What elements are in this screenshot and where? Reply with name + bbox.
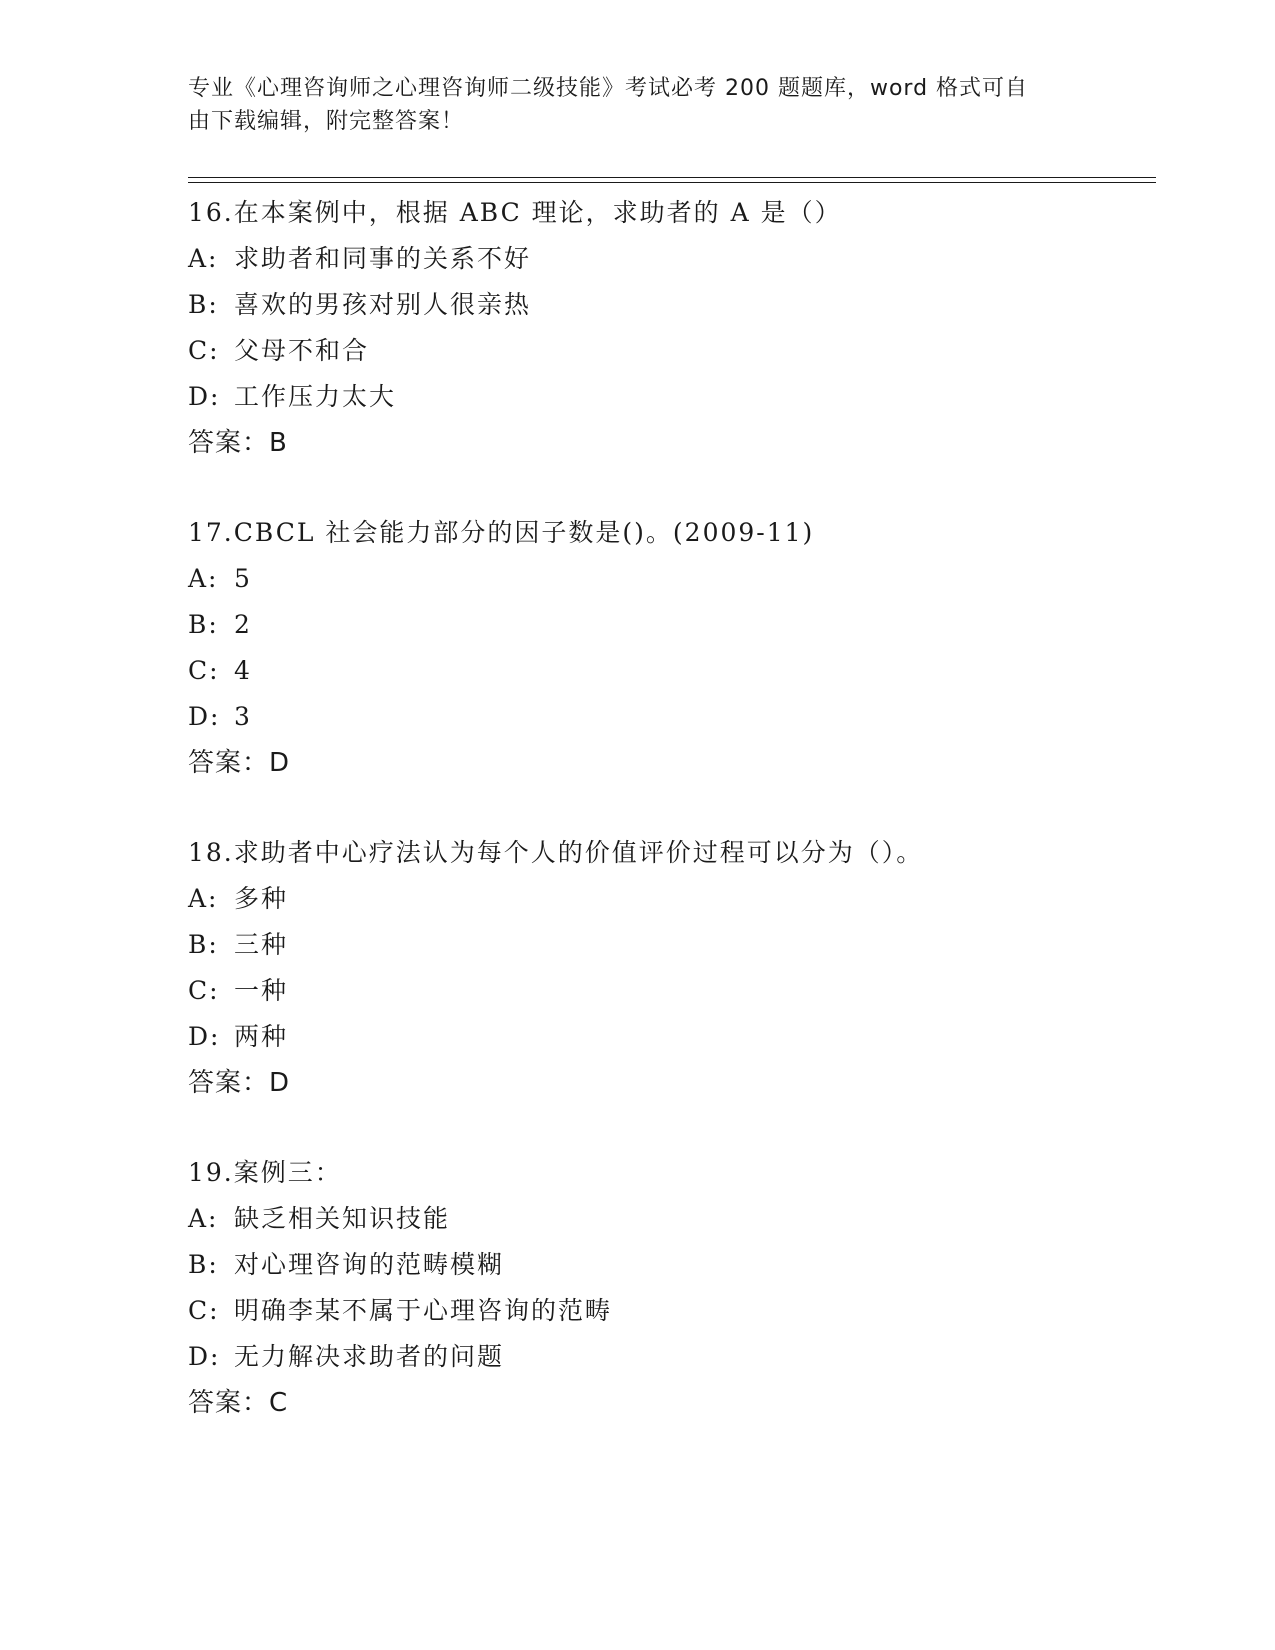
option-letter: A: (188, 884, 219, 913)
header-divider-bottom (188, 182, 1156, 183)
option-letter: C: (188, 336, 220, 365)
header-line-2: 由下载编辑，附完整答案！ (188, 109, 465, 134)
option-letter: A: (188, 564, 219, 593)
option-letter: B: (188, 1250, 219, 1279)
question-19 (188, 1150, 1156, 1426)
answer-line: 答案：D (188, 1068, 291, 1098)
answer-line: 答案：B (188, 428, 288, 458)
option-b (188, 1242, 1156, 1288)
option-c (188, 328, 1156, 374)
option-text: 三种 (234, 930, 289, 959)
option-text: 求助者和同事的关系不好 (234, 244, 532, 273)
header-line-1: 专业《心理咨询师之心理咨询师二级技能》考试必考 200 题题库，word 格式可自 (188, 76, 1029, 101)
option-a (188, 1196, 1156, 1242)
option-text: 5 (234, 564, 252, 593)
option-text: 缺乏相关知识技能 (234, 1204, 451, 1233)
option-text: 对心理咨询的范畴模糊 (234, 1250, 505, 1279)
option-text: 一种 (234, 976, 289, 1005)
option-text: 父母不和合 (234, 336, 370, 365)
option-letter: C: (188, 1296, 220, 1325)
answer-line: 答案：C (188, 1388, 289, 1418)
option-text: 明确李某不属于心理咨询的范畴 (234, 1296, 613, 1325)
option-b (188, 602, 1156, 648)
option-a (188, 876, 1156, 922)
option-d (188, 1014, 1156, 1060)
option-letter: D: (188, 1342, 221, 1371)
question-stem: 16.在本案例中，根据 ABC 理论，求助者的 A 是（） (188, 198, 842, 227)
option-letter: D: (188, 702, 221, 731)
question-stem: 18.求助者中心疗法认为每个人的价值评价过程可以分为（）。 (188, 838, 924, 867)
option-a (188, 556, 1156, 602)
option-text: 无力解决求助者的问题 (234, 1342, 505, 1371)
option-letter: C: (188, 656, 220, 685)
option-a (188, 236, 1156, 282)
answer-line: 答案：D (188, 748, 291, 778)
option-text: 3 (234, 702, 252, 731)
option-letter: D: (188, 1022, 221, 1051)
option-letter: A: (188, 244, 219, 273)
option-letter: B: (188, 290, 219, 319)
question-17 (188, 510, 1156, 786)
option-letter: A: (188, 1204, 219, 1233)
option-d (188, 1334, 1156, 1380)
question-list (188, 190, 1156, 1470)
question-18 (188, 830, 1156, 1106)
option-text: 工作压力太大 (234, 382, 397, 411)
option-d (188, 694, 1156, 740)
question-stem: 19.案例三： (188, 1158, 342, 1187)
option-letter: B: (188, 610, 219, 639)
question-stem: 17.CBCL 社会能力部分的因子数是()。(2009-11) (188, 518, 815, 547)
option-c (188, 968, 1156, 1014)
option-b (188, 282, 1156, 328)
option-c (188, 648, 1156, 694)
option-b (188, 922, 1156, 968)
option-text: 喜欢的男孩对别人很亲热 (234, 290, 532, 319)
option-letter: B: (188, 930, 219, 959)
option-c (188, 1288, 1156, 1334)
option-text: 4 (234, 656, 252, 685)
option-d (188, 374, 1156, 420)
question-16 (188, 190, 1156, 466)
option-letter: D: (188, 382, 221, 411)
option-text: 2 (234, 610, 252, 639)
option-text: 两种 (234, 1022, 289, 1051)
option-text: 多种 (234, 884, 289, 913)
document-header (188, 72, 1088, 138)
option-letter: C: (188, 976, 220, 1005)
header-divider-top (188, 177, 1156, 178)
